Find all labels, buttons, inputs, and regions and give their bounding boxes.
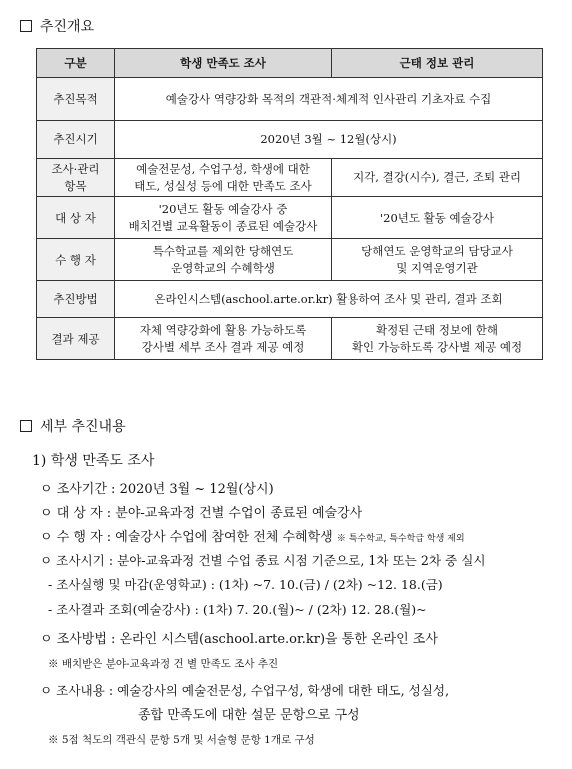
header-category: 구분 (37, 49, 115, 78)
row-merged-cell: 2020년 3월 ~ 12월(상시) (115, 121, 543, 159)
row-cell-attendance: 확정된 근태 정보에 한해 확인 가능하도록 강사별 제공 예정 (332, 318, 543, 360)
row-label: 조사·관리 항목 (37, 159, 115, 197)
checkbox-square-icon (20, 20, 32, 32)
section-overview-label: 추진개요 (40, 19, 95, 35)
list-item: ㅇ 조사방법 : 온라인 시스템(aschool.arte.or.kr)을 통한 온라인 조사 (40, 632, 438, 647)
list-item-note: ※ 특수학교, 특수학급 학생 제외 (336, 534, 465, 544)
row-label: 추진시기 (37, 121, 115, 159)
overview-table (36, 48, 543, 360)
list-item: ㅇ 조사내용 : 예술강사의 예술전문성, 수업구성, 학생에 대한 태도, 성실성, (40, 683, 450, 698)
list-item: ㅇ 수 행 자 : 예술강사 수업에 참여한 전체 수혜학생 ※ 특수학교, 특수학급 학생 제외 (40, 530, 465, 545)
row-label: 추진방법 (37, 281, 115, 318)
row-label: 추진목적 (37, 78, 115, 121)
table-row (37, 197, 543, 239)
row-cell-satisfaction: '20년도 활동 예술강사 중 배치건별 교육활동이 종료된 예술강사 (115, 197, 332, 239)
row-cell-attendance: 당해연도 운영학교의 담당교사 및 지역운영기관 (332, 239, 543, 281)
row-merged-cell: 온라인시스템(aschool.arte.or.kr) 활용하여 조사 및 관리, 결과 조회 (115, 281, 543, 318)
row-cell-satisfaction: 특수학교를 제외한 당해연도 운영학교의 수혜학생 (115, 239, 332, 281)
row-label: 대 상 자 (37, 197, 115, 239)
list-item-continuation: 종합 만족도에 대한 설문 문항으로 구성 (138, 708, 360, 723)
table-row (37, 318, 543, 360)
table-row (37, 281, 543, 318)
table-row (37, 159, 543, 197)
subsection-title: 1) 학생 만족도 조사 (32, 453, 155, 469)
table-row (37, 78, 543, 121)
row-cell-attendance: 지각, 결강(시수), 결근, 조퇴 관리 (332, 159, 543, 197)
header-satisfaction: 학생 만족도 조사 (115, 49, 332, 78)
list-item: ㅇ 조사기간 : 2020년 3월 ~ 12월(상시) (40, 482, 274, 497)
table-row (37, 239, 543, 281)
list-item: - 조사실행 및 마감(운영학교) : (1차) ~7. 10.(금) / (2차) ~12. 18.(금) (48, 577, 443, 592)
row-label: 수 행 자 (37, 239, 115, 281)
section-detail-label: 세부 추진내용 (40, 419, 126, 435)
section-overview-title (20, 16, 94, 36)
row-label: 결과 제공 (37, 318, 115, 360)
list-item: ㅇ 조사시기 : 분야-교육과정 건별 수업 종료 시점 기준으로, 1차 또는 2차 중 실시 (40, 553, 486, 568)
row-cell-attendance: '20년도 활동 예술강사 (332, 197, 543, 239)
list-item: - 조사결과 조회(예술강사) : (1차) 7. 20.(월)~ / (2차) 12. 28.(월)~ (48, 602, 427, 617)
table-header-row (37, 49, 543, 78)
list-item-note: ※ 배치받은 분야-교육과정 건 별 만족도 조사 추진 (48, 658, 279, 670)
section-detail-title (20, 416, 126, 436)
table-row (37, 121, 543, 159)
list-item-note: ※ 5점 척도의 객관식 문항 5개 및 서술형 문항 1개로 구성 (48, 734, 315, 746)
row-merged-cell: 예술강사 역량강화 목적의 객관적·체계적 인사관리 기초자료 수집 (115, 78, 543, 121)
list-item: ㅇ 대 상 자 : 분야-교육과정 건별 수업이 종료된 예술강사 (40, 506, 363, 521)
row-cell-satisfaction: 자체 역량강화에 활용 가능하도록 강사별 세부 조사 결과 제공 예정 (115, 318, 332, 360)
checkbox-square-icon (20, 420, 32, 432)
header-attendance: 근태 정보 관리 (332, 49, 543, 78)
row-cell-satisfaction: 예술전문성, 수업구성, 학생에 대한 태도, 성실성 등에 대한 만족도 조사 (115, 159, 332, 197)
